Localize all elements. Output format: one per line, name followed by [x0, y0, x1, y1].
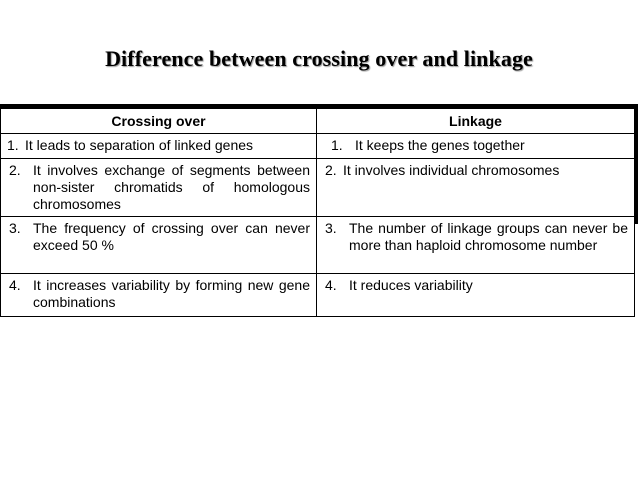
item-number: 4. — [9, 277, 21, 293]
table-row — [1, 217, 635, 274]
table-row — [1, 274, 635, 317]
table-cell — [317, 159, 635, 217]
item-number: 3. — [9, 220, 21, 236]
item-number: 2. — [9, 162, 21, 178]
table-cell — [317, 217, 635, 274]
item-text: It reduces variability — [349, 277, 473, 293]
table-cell — [317, 274, 635, 317]
item-text: It keeps the genes together — [355, 137, 525, 153]
item-number: 1. — [331, 137, 343, 153]
item-text: It increases variability by forming new gene combinations — [33, 277, 310, 310]
table-row — [1, 134, 635, 159]
item-text: It leads to separation of linked genes — [25, 137, 254, 153]
comparison-table — [0, 108, 635, 317]
item-number: 1. — [7, 137, 19, 153]
item-text: The number of linkage groups can never be more than haploid chromosome number — [349, 220, 628, 253]
table-cell — [1, 217, 317, 274]
table-row — [1, 159, 635, 217]
comparison-table-container — [0, 104, 638, 322]
table-cell — [1, 134, 317, 159]
table-cell — [317, 134, 635, 159]
item-number: 2. — [325, 162, 337, 178]
item-text: It involves exchange of segments between non-sister chromatids of homologous chromosomes — [33, 162, 310, 212]
item-text: The frequency of crossing over can never exceed 50 % — [33, 220, 310, 253]
table-cell — [1, 274, 317, 317]
header-linkage: Linkage — [317, 109, 635, 134]
item-number: 3. — [325, 220, 337, 236]
item-number: 4. — [325, 277, 337, 293]
table-header-row — [1, 109, 635, 134]
header-crossing-over: Crossing over — [1, 109, 317, 134]
item-text: It involves individual chromosomes — [343, 162, 560, 178]
slide-title: Difference between crossing over and linkage — [105, 46, 533, 71]
table-cell — [1, 159, 317, 217]
